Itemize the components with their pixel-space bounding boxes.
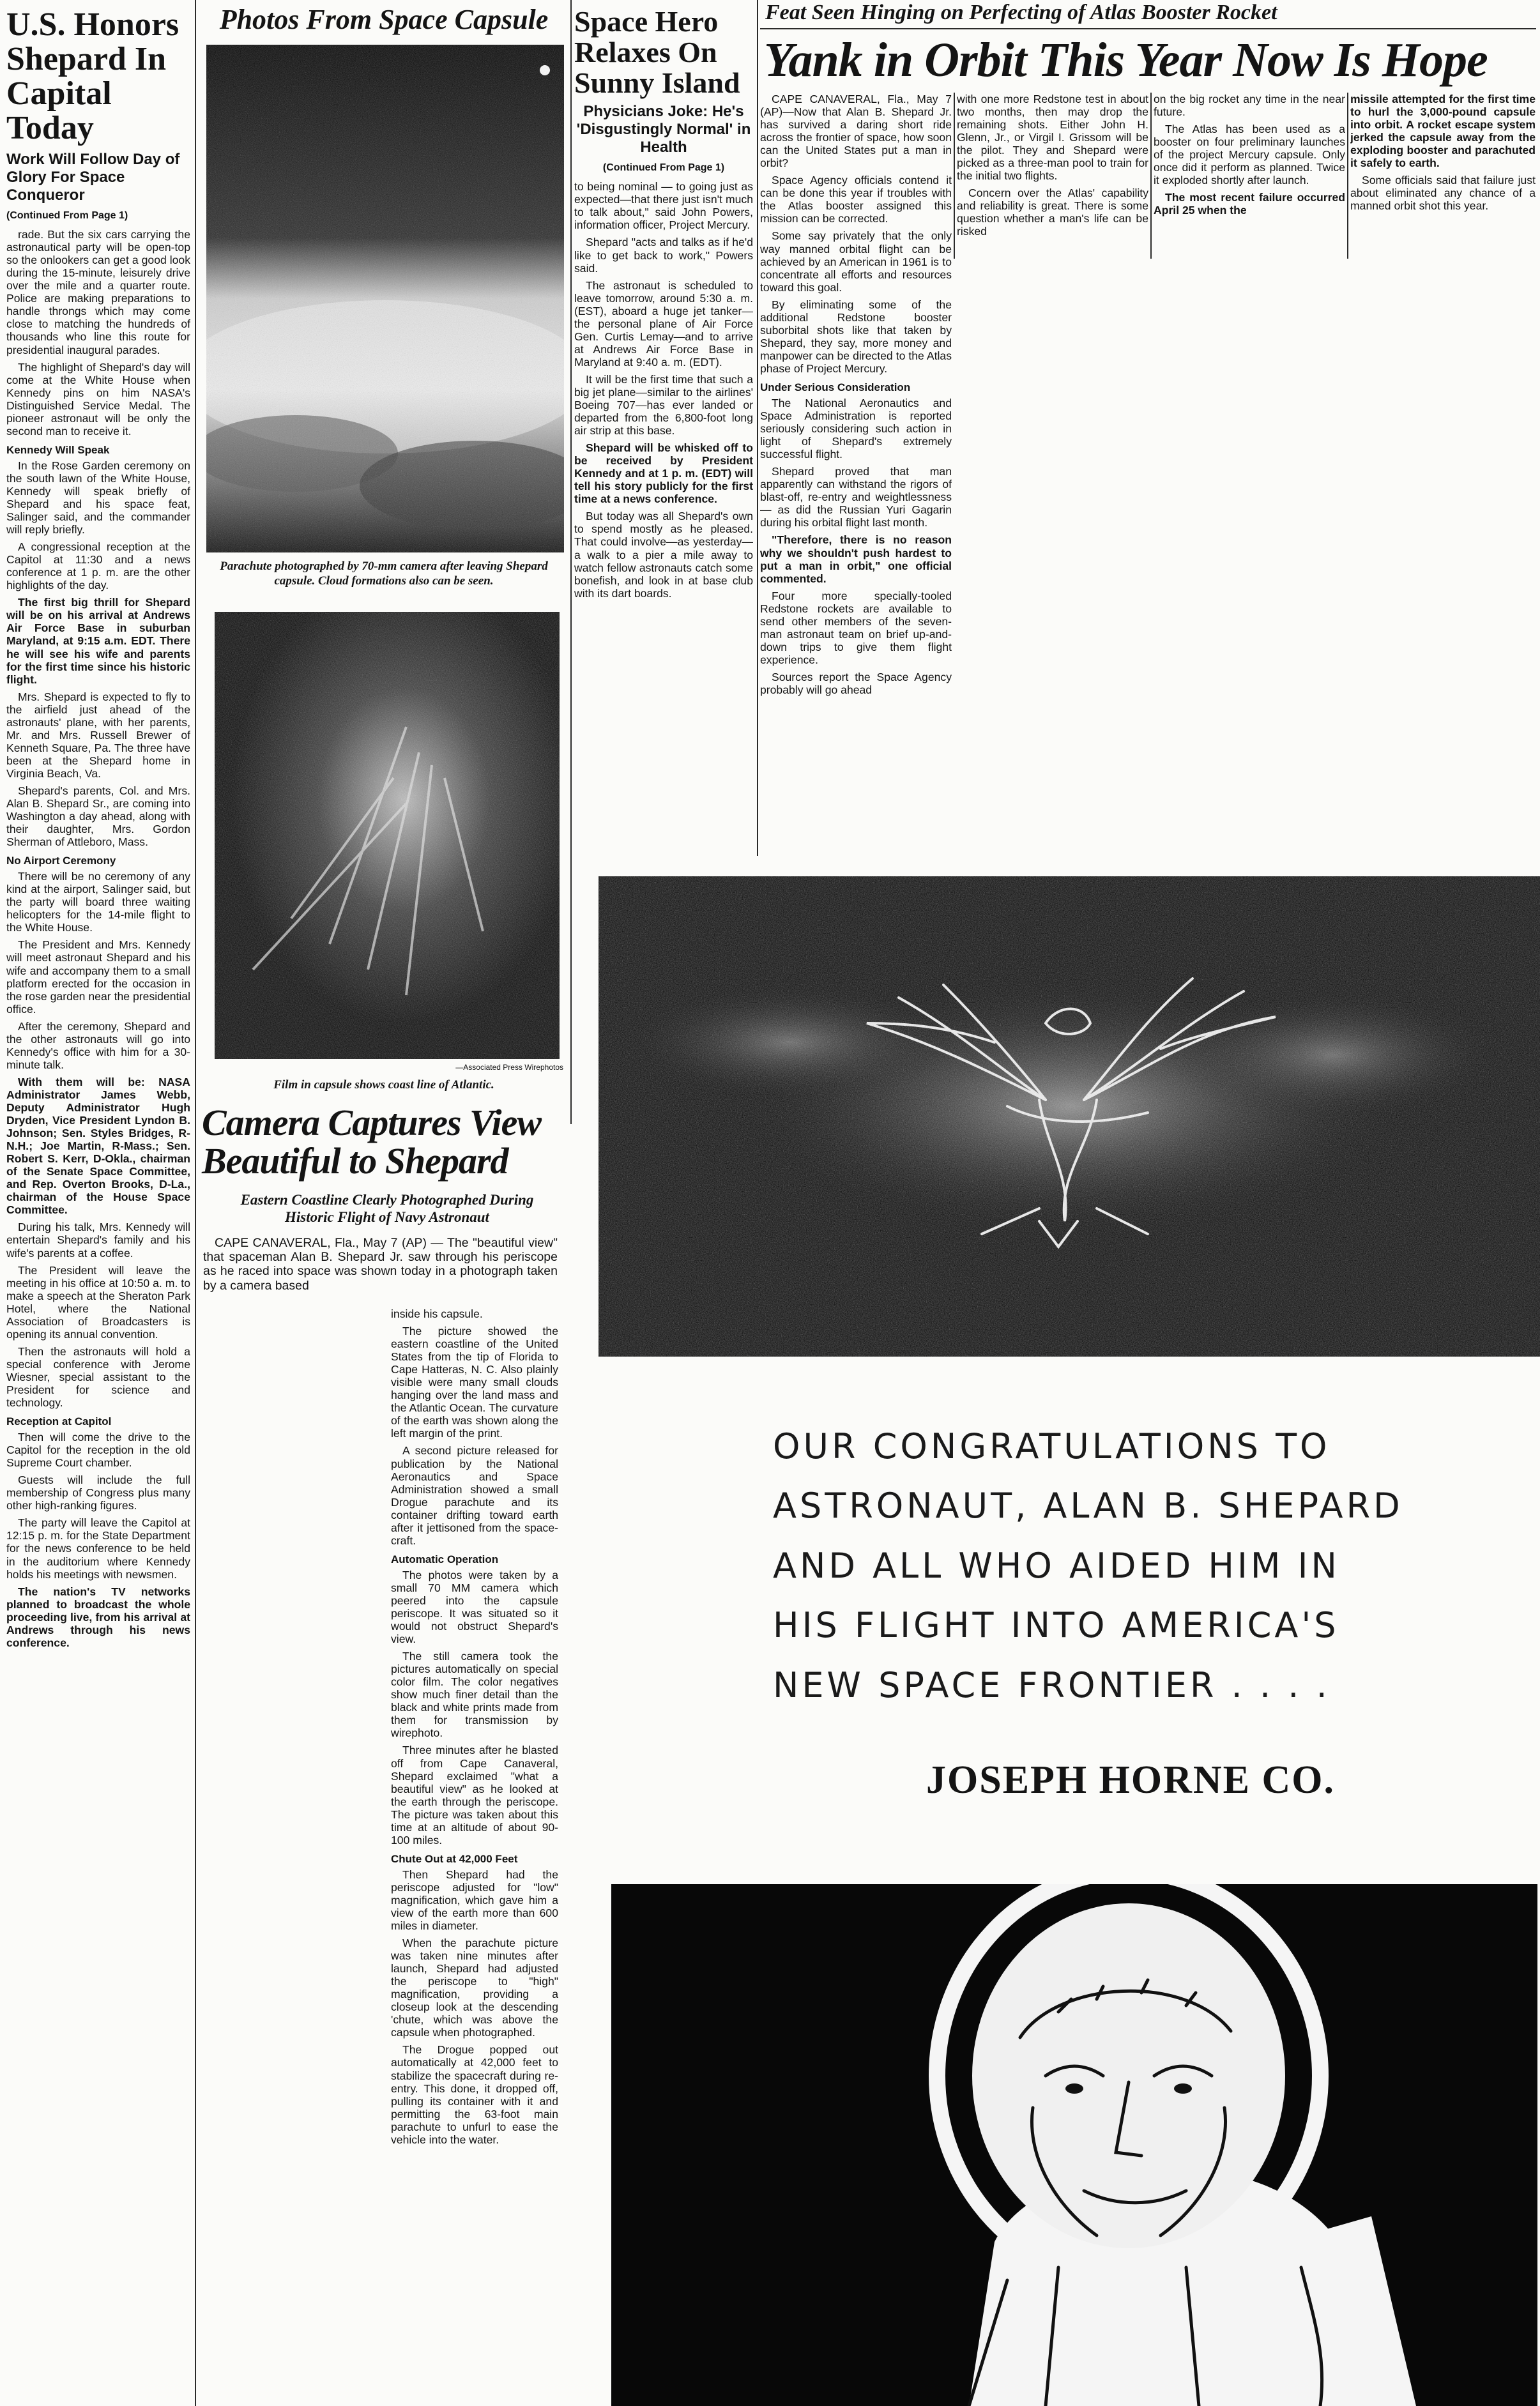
company-name: JOSEPH HORNE CO. <box>926 1758 1335 1802</box>
paragraph: rade. But the six cars carrying the astronautical party will be open-top so the onlookers can get a good look during the 15-minute, leisurely drive over the mile and a quarter route. Police are making preparations to handle throngs which may come close to matching the hundreds of thousands who line this route for presidential inaugural parades. <box>6 228 190 356</box>
paragraph: In the Rose Garden ceremony on the south lawn of the White House, Kennedy will speak briefly of Shepard and his space feat, Salinger said, and the commander will reply briefly. <box>6 459 190 537</box>
paragraph: to being nominal — to going just as expected—that there just isn't much to talk about," said John Powers, information officer, Project Mercury. <box>574 180 753 232</box>
orbit-col-2 <box>957 93 1148 265</box>
paragraph: Some officials said that failure just about eliminated any chance of a manned orbit shot this year. <box>1350 174 1536 213</box>
orbit-col-4 <box>1350 93 1536 265</box>
paragraph: The astronaut is scheduled to leave tomorrow, around 5:30 a. m. (EST), aboard a huge jet tanker—the personal plane of Air Force Gen. Curtis Lemay—and to arrive at Andrews Air Force Base in Maryland at 9:40 a. m. (EDT). <box>574 278 753 369</box>
paragraph: The party will leave the Capitol at 12:15 p. m. for the State Department for the news conference to be held in the auditorium where Kennedy holds his meetings with newsmen. <box>6 1516 190 1581</box>
photos-headline: Photos From Space Capsule <box>219 4 549 35</box>
subhead: Reception at Capitol <box>6 1415 112 1428</box>
paragraph: CAPE CANAVERAL, Fla., May 7 (AP)—Now that Alan B. Shepard Jr. has survived a daring short ride across the frontier of space, how soon can the United States put a man in orbit? <box>760 93 952 170</box>
ad-line: AND ALL WHO AIDED HIM IN <box>773 1545 1340 1586</box>
paragraph: A congressional reception at the Capitol at 11:30 and a news conference at 1 p. m. are the other highlights of the day. <box>6 540 190 592</box>
camera-story-body <box>391 1307 558 2406</box>
paragraph: Four more specially-tooled Redstone rockets are available to send other members of the seven-man astronaut team on brief up-and-down trips to give them flight experience. <box>760 589 952 666</box>
astronaut-illustration <box>611 1884 1537 2406</box>
paragraph: With them will be: NASA Administrator James Webb, Deputy Administrator Hugh Dryden, Vice President Lyndon B. Johnson; Sen. Styles Bridges, R-N.H.; Joe Martin, R-Mass.; Sen. Robert S. Kerr, D-Okla., chairman of the Senate Space Committee, and Rep. Overton Brooks, D-La., chairman of the House Space Committee. <box>6 1075 190 1217</box>
paragraph: Sources report the Space Agency probably will go ahead <box>760 670 952 696</box>
paragraph: Shepard "acts and talks as if he'd like to get back to work," Powers said. <box>574 236 753 275</box>
paragraph: There will be no ceremony of any kind at the airport, Salinger said, but the party will board three waiting helicopters for the 14-mile flight to the White House. <box>6 870 190 934</box>
photo-credit: —Associated Press Wirephotos <box>455 1063 563 1072</box>
paragraph: The most recent failure occurred April 25 when the <box>1154 191 1345 217</box>
paragraph: "Therefore, there is no reason why we shouldn't push hardest to put a man in orbit," one official commented. <box>760 533 952 585</box>
caption-1 <box>199 560 568 589</box>
eagle-image <box>598 876 1540 1357</box>
column-rule <box>195 0 196 1143</box>
paragraph: Concern over the Atlas' capability and reliability is great. There is some question whether a man's life can be risked <box>957 187 1148 238</box>
headline: Camera Captures View Beautiful to Shepard <box>202 1102 542 1182</box>
photos-section <box>199 5 568 34</box>
ad-message <box>773 1417 1527 1715</box>
paragraph: The nation's TV networks planned to broadcast the whole proceeding live, from his arrival at Andrews through his news conference. <box>6 1585 190 1649</box>
parachute-photo-art <box>206 45 564 552</box>
deck: Eastern Coastline Clearly Photographed During Historic Flight of Navy Astronaut <box>240 1191 534 1226</box>
story-space-hero-relaxes <box>574 6 753 792</box>
paragraph: The highlight of Shepard's day will come at the White House when Kennedy pins on him NASA's Distinguished Service Medal. The pioneer astronaut will be only the second man to receive it. <box>6 360 190 438</box>
paragraph: The first big thrill for Shepard will be on his arrival at Andrews Air Force Base in suburban Maryland, at 9:15 a.m. EDT. There he will see his wife and parents for the first time since his historic flight. <box>6 596 190 686</box>
credit-line <box>199 1063 563 1072</box>
paragraph: The picture showed the eastern coastline of the United States from the tip of Florida to Cape Hatteras, N. C. Also plainly visible were many small clouds hanging over the land mass and the Atlantic Ocean. The curvature of the earth was shown along the left margin of the print. <box>391 1325 558 1440</box>
paragraph: When the parachute picture was taken nine minutes after launch, Shepard had adjusted the periscope to "high" magnification, providing a closeup look at the descending 'chute, which was above the capsule when photographed. <box>391 1937 558 2039</box>
camera-story-header <box>202 1104 572 1226</box>
deck: Physicians Joke: He's 'Disgustingly Normal' in Health <box>576 103 751 156</box>
paragraph: A second picture released for publication by the National Aeronautics and Space Administration showed a small Drogue parachute and its container drifting toward earth after it jettisoned from the space-craft. <box>391 1444 558 1547</box>
coastline-photo-art <box>215 612 560 1059</box>
subhead: Kennedy Will Speak <box>6 443 110 456</box>
paragraph: The still camera took the pictures automatically on special color film. The color negatives show much finer detail than the black and white prints made from them for transmission by wirephoto. <box>391 1650 558 1740</box>
coastline-photo <box>215 612 560 1059</box>
kicker: Feat Seen Hinging on Perfecting of Atlas Booster Rocket <box>765 1 1277 24</box>
paragraph: Then will come the drive to the Capitol for the reception in the old Supreme Court chamber. <box>6 1431 190 1470</box>
paragraph: Then Shepard had the periscope adjusted for "low" magnification, which gave him a view of the earth more than 600 miles in diameter. <box>391 1868 558 1933</box>
paragraph: The photos were taken by a small 70 MM camera which peered into the capsule periscope. It was situated so it would not obstruct Shepard's view. <box>391 1568 558 1646</box>
paragraph: But today was all Shepard's own to spend mostly as he pleased. That could involve—as yesterday—a walk to a pier a mile away to watch fellow astronauts catch some bonefish, and look in at base club with its dart boards. <box>574 510 753 600</box>
paragraph: The Drogue popped out automatically at 42,000 feet to stabilize the spacecraft during re-entry. This done, it dropped off, pulling its container with it and permitting the 63-foot main parachute to unfurl to ease the vehicle into the water. <box>391 2043 558 2146</box>
paragraph: inside his capsule. <box>391 1307 483 1320</box>
ad-line: OUR CONGRATULATIONS TO <box>773 1426 1330 1466</box>
paragraph: It will be the first time that such a big jet plane—similar to the airlines' Boeing 707—has ever landed or departed from the 6,800-foot long air strip at this base. <box>574 372 753 438</box>
ad-line: NEW SPACE FRONTIER . . . . <box>773 1664 1330 1705</box>
orbit-story-header <box>761 1 1534 86</box>
story-us-honors-shepard <box>6 8 190 1860</box>
column-rule <box>195 1143 196 2406</box>
column-rule <box>570 0 572 1124</box>
paragraph: Then the astronauts will hold a special conference with Jerome Wiesner, special assistant to the President for science and technology. <box>6 1344 190 1410</box>
paragraph: on the big rocket any time in the near future. <box>1154 93 1345 119</box>
paragraph: After the ceremony, Shepard and the other astronauts will go into Kennedy's office with him for a 30-minute talk. <box>6 1019 190 1071</box>
paragraph: The National Aeronautics and Space Administration is reported seriously considering such action in light of Shepard's extremely successful flight. <box>760 396 952 461</box>
ad-line: ASTRONAUT, ALAN B. SHEPARD <box>773 1486 1403 1527</box>
camera-lead <box>203 1236 558 1297</box>
photo-caption: Film in capsule shows coast line of Atlantic. <box>273 1078 494 1092</box>
ad-signature <box>754 1758 1507 1803</box>
column-rule <box>1150 93 1152 259</box>
continued-note: (Continued From Page 1) <box>602 162 725 174</box>
subhead: Automatic Operation <box>391 1553 499 1565</box>
paragraph: The President will leave the meeting in his office at 10:50 a. m. to make a speech at the Sheraton Park Hotel, where the National Association of Broadcasters is opening its annual convention. <box>6 1263 190 1341</box>
paragraph: The President and Mrs. Kennedy will meet astronaut Shepard and his wife and accompany them to a small platform erected for the occasion in the rose garden near the presidential office. <box>6 938 190 1016</box>
column-rule <box>757 0 758 856</box>
paragraph: with one more Redstone test in about two months, then may drop the remaining shots. Either John H. Glenn, Jr., or Virgil I. Grissom will be the pilot. They and Shepard were picked as a three-man pool to train for the initial two flights. <box>957 93 1148 183</box>
orbit-col-1 <box>760 93 952 853</box>
continued-note: (Continued From Page 1) <box>6 210 128 222</box>
photo-caption: Parachute photographed by 70-mm camera after leaving Shepard capsule. Cloud formations also can be seen. <box>220 560 548 588</box>
orbit-col-3 <box>1154 93 1345 265</box>
headline: Space Hero Relaxes On Sunny Island <box>574 6 740 99</box>
headline: Yank in Orbit This Year Now Is Hope <box>764 33 1488 88</box>
column-rule <box>1347 93 1348 259</box>
subhead: No Airport Ceremony <box>6 855 116 867</box>
paragraph: missile attempted for the first time to hurl the 3,000-pound capsule into orbit. A rocket escape system jerked the capsule away from the exploding booster and parachuted it safely to earth. <box>1350 93 1536 170</box>
paragraph: The Atlas has been used as a booster on four preliminary launches of the project Mercury capsule. Only once did it perform as planned. Twice it exploded shortly after launch. <box>1154 123 1345 187</box>
paragraph: Mrs. Shepard is expected to fly to the airfield just ahead of the astronauts' plane, with her parents, Mr. and Mrs. Russell Brewer of Kenneth Square, Pa. The three have been at the Shepard home in Virginia Beach, Va. <box>6 690 190 780</box>
paragraph: Guests will include the full membership of Congress plus many other high-ranking figures. <box>6 1473 190 1512</box>
paragraph: Some say privately that the only way manned orbital flight can be achieved by an American in 1961 is to concentrate all efforts and resources toward this goal. <box>760 229 952 294</box>
subhead: Chute Out at 42,000 Feet <box>391 1852 518 1865</box>
paragraph: During his talk, Mrs. Kennedy will entertain Shepard's family and his wife's parents at a coffee. <box>6 1221 190 1260</box>
paragraph: Three minutes after he blasted off from Cape Canaveral, Shepard exclaimed "what a beautiful view" as he looked at the earth through the periscope. The picture was taken about this time at an altitude of about 90-100 miles. <box>391 1744 558 1846</box>
paragraph: Shepard proved that man apparently can withstand the rigors of blast-off, re-entry and weightlessness — as did the Russian Yuri Gagarin during his orbital flight last month. <box>760 465 952 529</box>
parachute-photo <box>206 45 564 552</box>
paragraph: CAPE CANAVERAL, Fla., May 7 (AP) — The "beautiful view" that spaceman Alan B. Shepard Jr. saw through his periscope as he raced into space was shown today in a photograph taken by a camera based <box>203 1236 558 1293</box>
ad-line: HIS FLIGHT INTO AMERICA'S <box>773 1605 1339 1646</box>
paragraph: Space Agency officials contend it can be done this year if troubles with the Atlas booster assigned this mission can be corrected. <box>760 174 952 225</box>
eagle-art <box>598 876 1540 1357</box>
caption-2 <box>199 1078 568 1093</box>
column-rule <box>954 93 955 259</box>
paragraph: Shepard will be whisked off to be received by President Kennedy and at 1 p. m. (EDT) will tell his story publicly for the first time at a news conference. <box>574 441 753 506</box>
paragraph: Shepard's parents, Col. and Mrs. Alan B. Shepard Sr., are coming into Washington a day ahead, along with their daughter, Mrs. Gordon Sherman of Attleboro, Mass. <box>6 784 190 849</box>
paragraph: By eliminating some of the additional Redstone booster suborbital shots like that taken by Shepard, they say, more money and manpower can be directed to the Atlas phase of Project Mercury. <box>760 298 952 375</box>
astronaut-art <box>611 1884 1537 2406</box>
deck: Work Will Follow Day of Glory For Space Conqueror <box>6 151 180 204</box>
subhead: Under Serious Consideration <box>760 381 911 393</box>
headline: U.S. Honors Shepard In Capital Today <box>6 8 179 147</box>
